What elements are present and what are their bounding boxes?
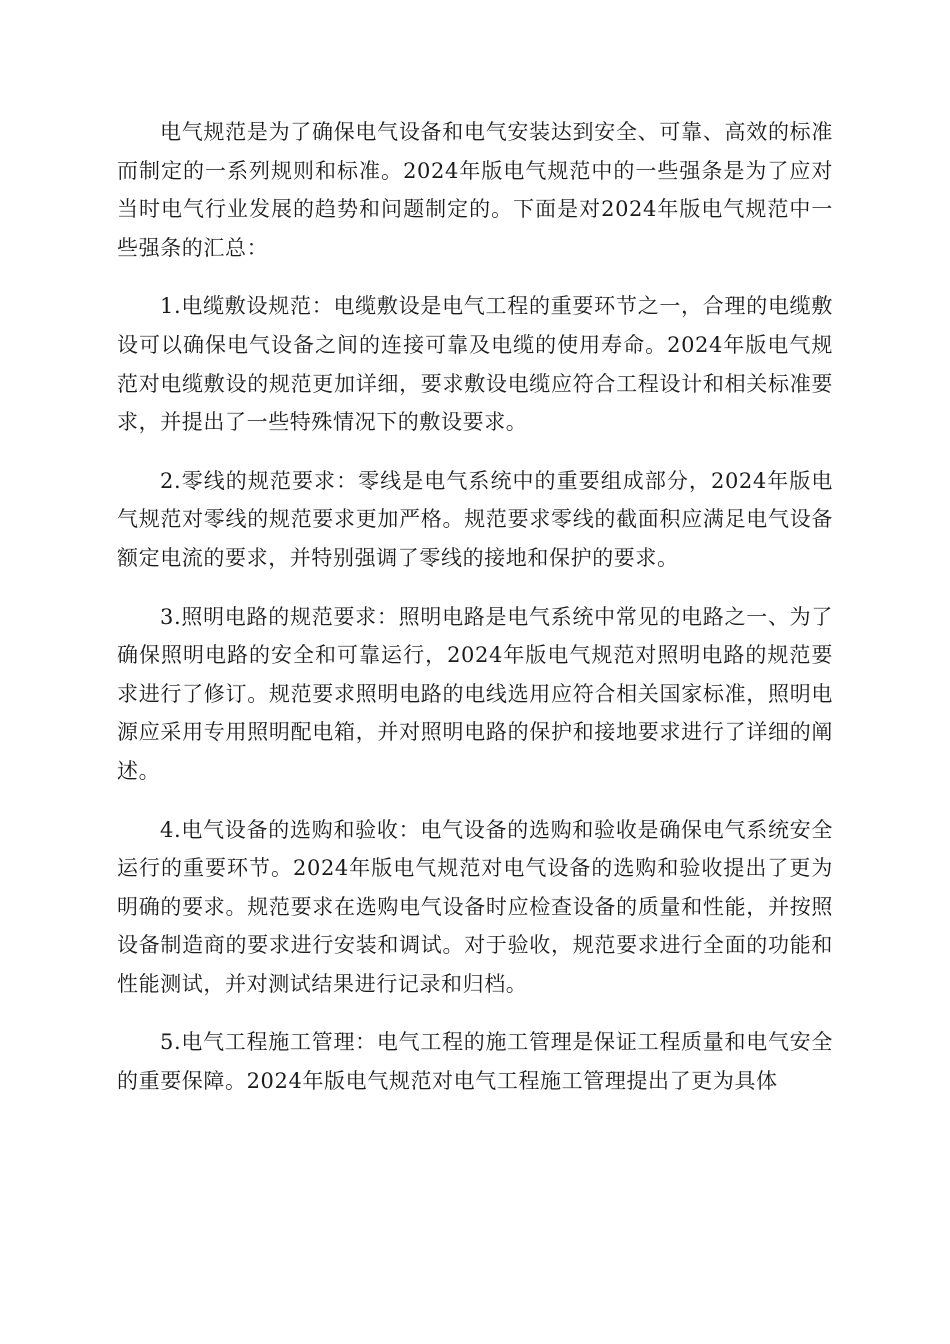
- paragraph-equipment-procurement: 4.电气设备的选购和验收：电气设备的选购和验收是确保电气系统安全运行的重要环节。2024年版电气规范对电气设备的选购和验收提出了更为明确的要求。规范要求在选购电气设备时应检查设备的质量和性能，并按照设备制造商的要求进行安装和调试。对于验收，规范要求进行全面的功能和性能测试，并对测试结果进行记录和归档。: [117, 817, 833, 996]
- paragraph-neutral-line: 2.零线的规范要求：零线是电气系统中的重要组成部分，2024年版电气规范对零线的规范要求更加严格。规范要求零线的截面积应满足电气设备额定电流的要求，并特别强调了零线的接地和保护的要求。: [117, 468, 833, 570]
- paragraph-cable-laying: 1.电缆敷设规范：电缆敷设是电气工程的重要环节之一，合理的电缆敷设可以确保电气设备之间的连接可靠及电缆的使用寿命。2024年版电气规范对电缆敷设的规范更加详细，要求敷设电缆应符合工程设计和相关标准要求，并提出了一些特殊情况下的敷设要求。: [117, 294, 833, 435]
- intro-paragraph: 电气规范是为了确保电气设备和电气安装达到安全、可靠、高效的标准而制定的一系列规则和标准。2024年版电气规范中的一些强条是为了应对当时电气行业发展的趋势和问题制定的。下面是对2024年版电气规范中一些强条的汇总：: [117, 120, 833, 260]
- paragraph-lighting-circuit: 3.照明电路的规范要求：照明电路是电气系统中常见的电路之一、为了确保照明电路的安全和可靠运行，2024年版电气规范对照明电路的规范要求进行了修订。规范要求照明电路的电线选用应符合相关国家标准，照明电源应采用专用照明配电箱，并对照明电路的保护和接地要求进行了详细的阐述。: [117, 604, 833, 783]
- paragraph-construction-management: 5.电气工程施工管理：电气工程的施工管理是保证工程质量和电气安全的重要保障。2024年版电气规范对电气工程施工管理提出了更为具体: [117, 1030, 833, 1094]
- document-body: [117, 113, 833, 1121]
